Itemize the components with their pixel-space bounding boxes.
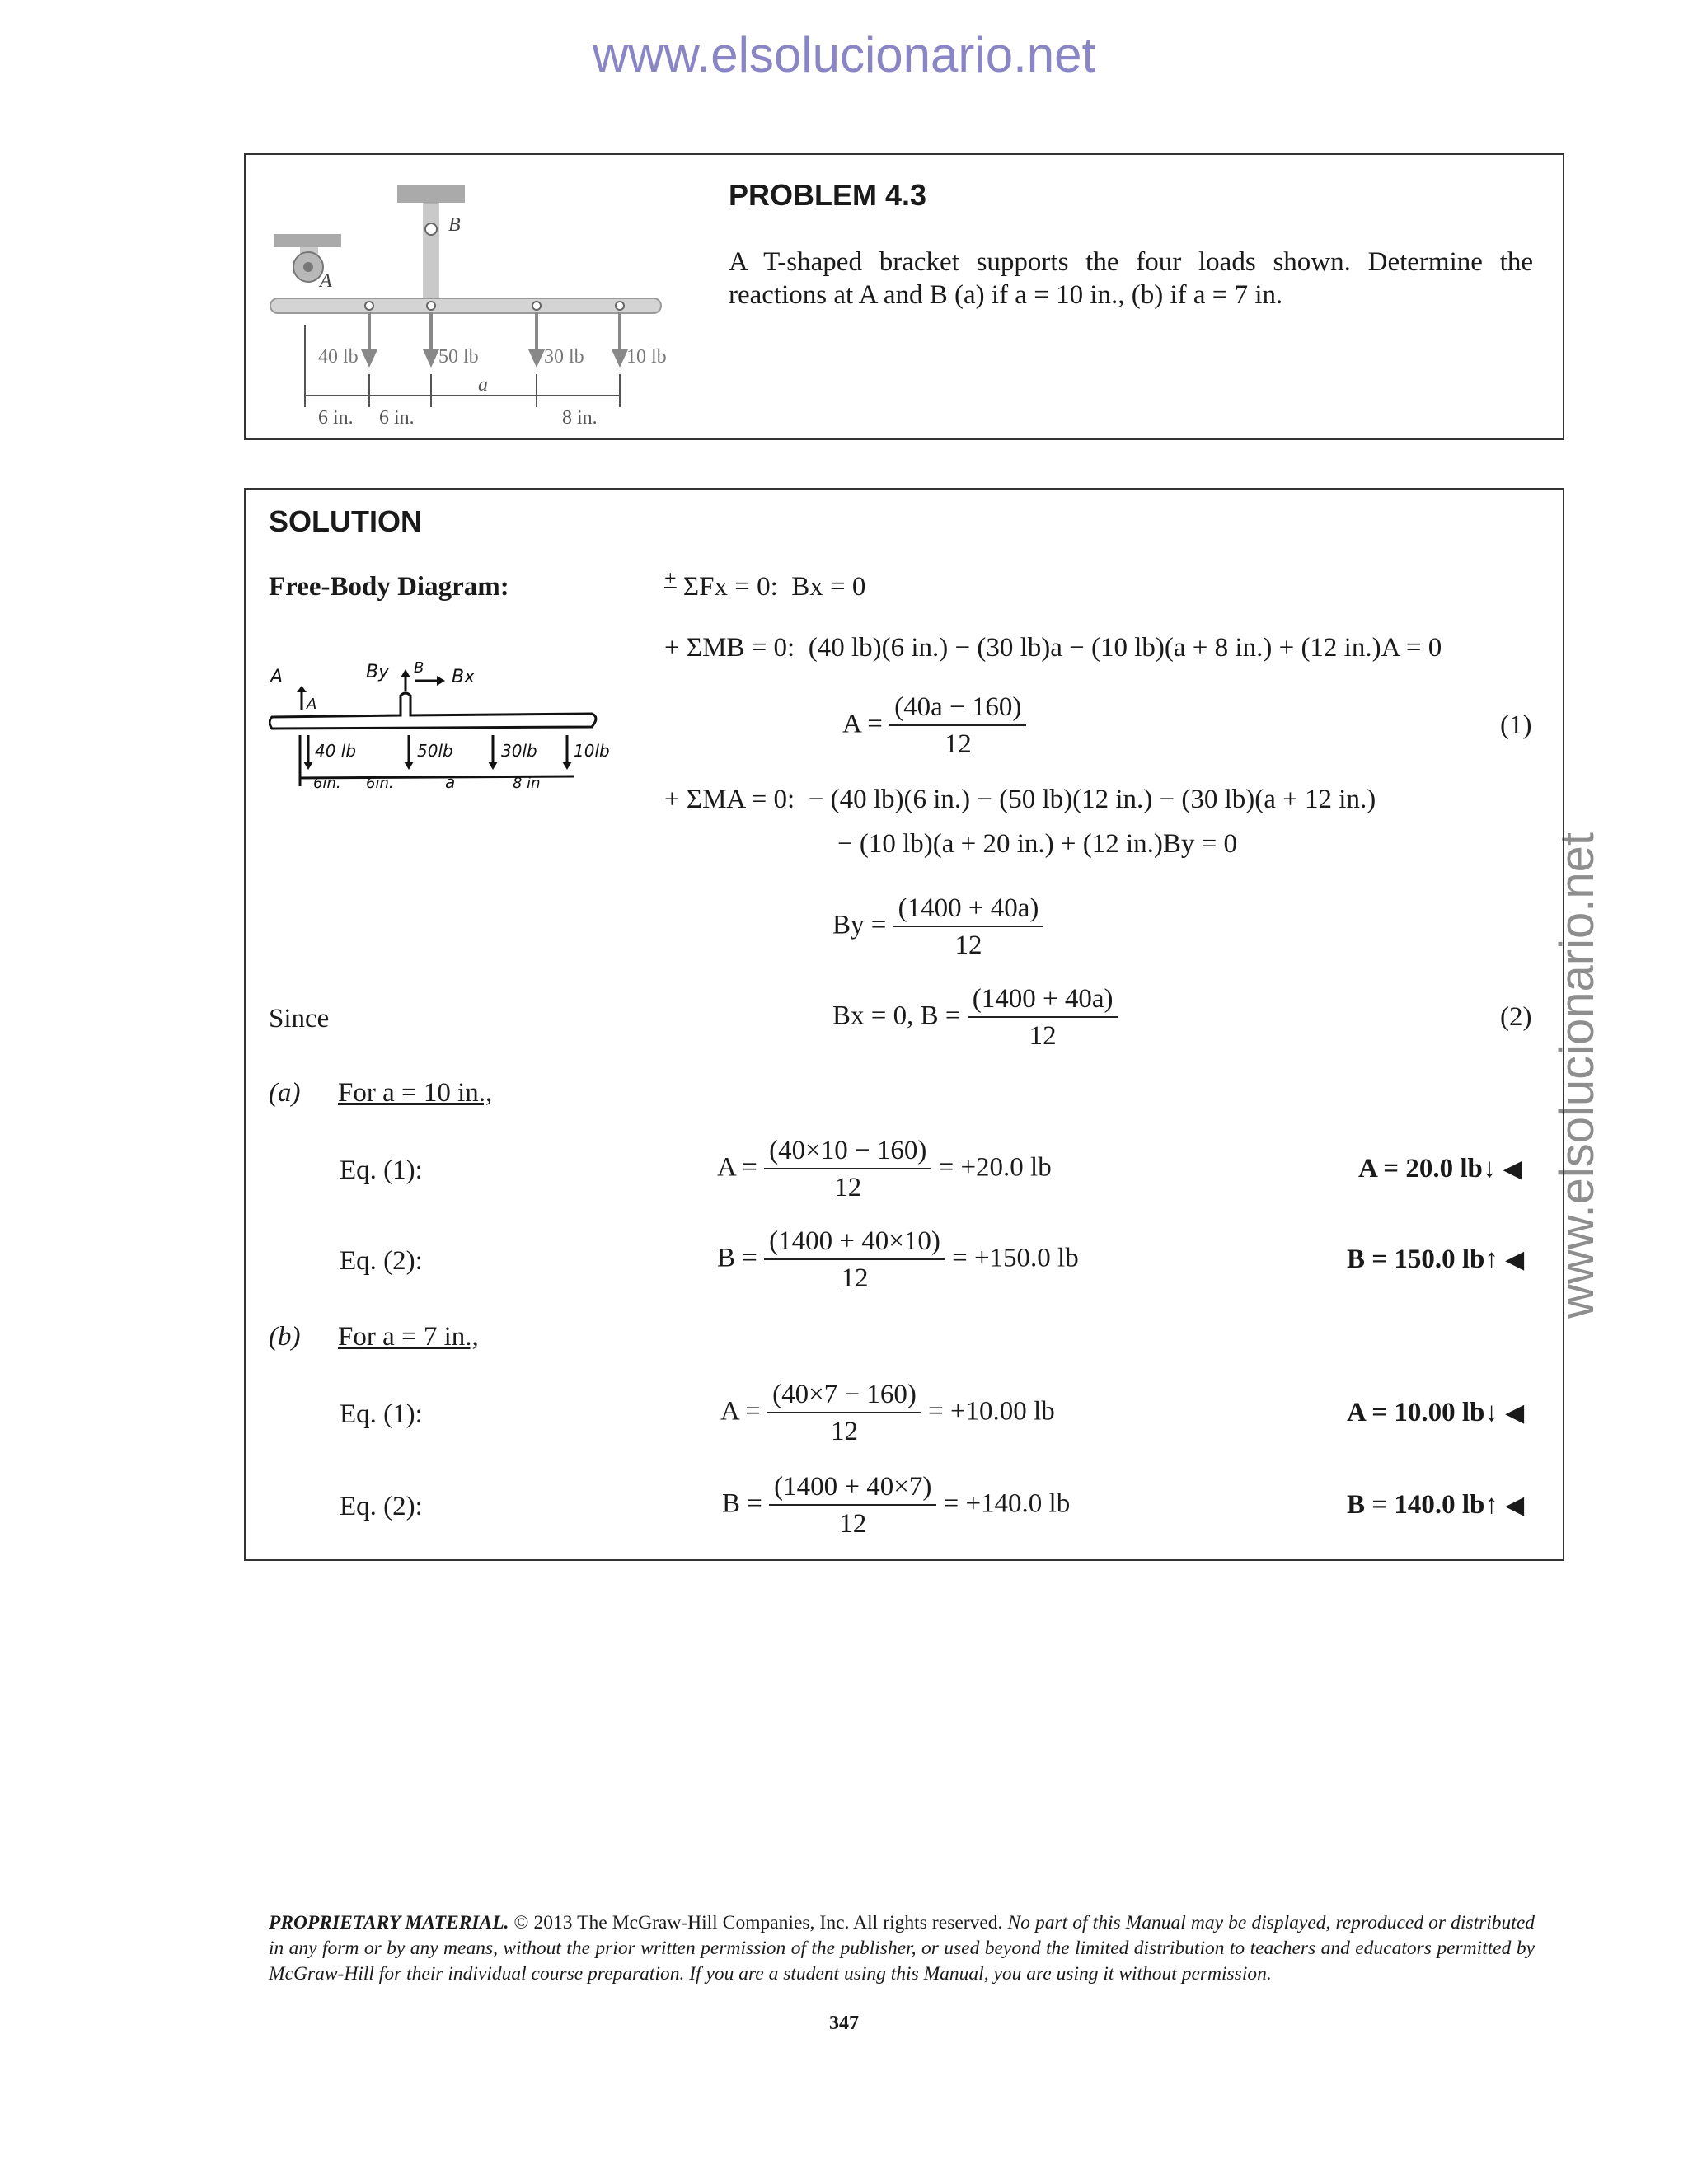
fbd-label-by: By [366,662,390,682]
part-a-answer-2: B = 150.0 lb↑ ◀ [1347,1244,1525,1274]
part-b-eq1-label: Eq. (1): [340,1399,423,1429]
part-a-eq1: A = $\frac{(40\times 10 - 160)}{12}$ = +20.0 lb [717,1136,1052,1202]
footer-notice: PROPRIETARY MATERIAL. © 2013 The McGraw-Hill Companies, Inc. All rights reserved. No part of this Manual may be displayed, reproduced or distributed in any form or by any means, without the prior written permission of the publisher, or used beyond the limited distribution to teachers and educators permitted by McGraw-Hill for their individual course preparation. If you are a student using this Manual, you are using it without permission. [269,1912,1535,1985]
figure-load-40: 40 lb [318,346,359,368]
part-a-eq2: B = $\frac{(1400 + 40\times 10)}{12}$ = +150.0 lb [717,1226,1079,1293]
part-b-answer-1: A = 10.00 lb↓ ◀ [1347,1398,1525,1427]
fbd-load-10: 10lb [574,741,610,761]
figure-dim-a: a [478,374,488,396]
solution-title: SOLUTION [269,504,422,538]
fbd-sketch [269,656,615,813]
part-b-eq2-label: Eq. (2): [340,1492,423,1521]
fbd-dim-6a: 6in. [313,775,341,792]
arrow-up-icon: ↑ [1484,1244,1498,1274]
page-number: 347 [829,2013,859,2034]
figure-load-30: 30 lb [544,346,584,368]
answer-marker-icon: ◀ [1505,1492,1525,1519]
part-a-heading: For a = 10 in., [338,1078,493,1108]
arrow-down-icon: ↓ [1484,1398,1498,1427]
part-a-label: (a) [269,1078,301,1108]
fbd-label-a-inner: A [307,696,317,713]
fbd-label-a-outer: A [270,667,284,687]
problem-figure [262,180,691,427]
part-a-eq1-label: Eq. (1): [340,1155,423,1185]
figure-dim-6a: 6 in. [318,407,354,427]
part-a-answer-1: A = 20.0 lb↓ ◀ [1358,1154,1522,1183]
part-b-heading: For a = 7 in., [338,1322,479,1352]
answer-marker-icon: ◀ [1505,1399,1525,1427]
answer-marker-icon: ◀ [1505,1246,1525,1273]
part-b-label: (b) [269,1322,301,1352]
eq-tag-2: (2) [1500,1002,1532,1032]
figure-label-a: A [320,270,332,292]
answer-marker-icon: ◀ [1503,1155,1522,1183]
since-label: Since [269,1004,330,1033]
figure-load-10: 10 lb [626,346,667,368]
fbd-label-bx: Bx [452,667,476,687]
arrow-down-icon: ↓ [1482,1154,1497,1183]
fbd-dim-8: 8 in [513,775,541,792]
figure-load-50: 50 lb [438,346,479,368]
fbd-load-50: 50lb [417,741,453,761]
eq-sum-ma: + ΣMA = 0: − (40 lb)(6 in.) − (50 lb)(12 in.) − (30 lb)(a + 12 in.) [664,785,1376,814]
problem-title: PROBLEM 4.3 [729,178,927,212]
figure-dim-8: 8 in. [562,407,598,427]
part-b-eq2: B = $\frac{(1400 + 40\times 7)}{12}$ = +140.0 lb [722,1472,1071,1539]
part-b-answer-2: B = 140.0 lb↑ ◀ [1347,1490,1525,1520]
eq-by-formula: By = $\frac{(1400 + 40a)}{12}$ [832,893,1043,961]
watermark-side: www.elsolucionario.net [1550,832,1604,1319]
eq-sum-fx: + ΣFx = 0: Bx = 0 [664,566,866,602]
figure-dim-6b: 6 in. [379,407,415,427]
figure-label-b: B [448,214,461,236]
fbd-load-30: 30lb [501,741,537,761]
problem-statement: A T-shaped bracket supports the four loads shown. Determine the reactions at A and B (a) if a = 10 in., (b) if a = 7 in. [729,247,1533,310]
eq-tag-1: (1) [1500,710,1532,740]
arrow-up-icon: ↑ [1484,1490,1498,1520]
fbd-dim-6b: 6in. [366,775,394,792]
eq-a-formula: A = $\frac{(40a - 160)}{12}$ [842,692,1026,760]
eq-b-formula: Bx = 0, B = $\frac{(1400 + 40a)}{12}$ [832,984,1118,1052]
fbd-label-b: B [414,659,424,677]
eq-sum-mb: + ΣMB = 0: (40 lb)(6 in.) − (30 lb)a − (10 lb)(a + 8 in.) + (12 in.)A = 0 [664,633,1442,663]
fbd-dim-a: a [445,772,456,792]
part-b-eq1: A = $\frac{(40\times 7 - 160)}{12}$ = +10.00 lb [720,1380,1055,1446]
part-a-eq2-label: Eq. (2): [340,1246,423,1276]
problem-box [244,153,1564,440]
fbd-load-40: 40 lb [315,741,357,761]
eq-sum-ma-line2: − (10 lb)(a + 20 in.) + (12 in.)By = 0 [837,829,1238,859]
fbd-label: Free-Body Diagram: [269,572,509,602]
watermark-top: www.elsolucionario.net [592,27,1096,82]
